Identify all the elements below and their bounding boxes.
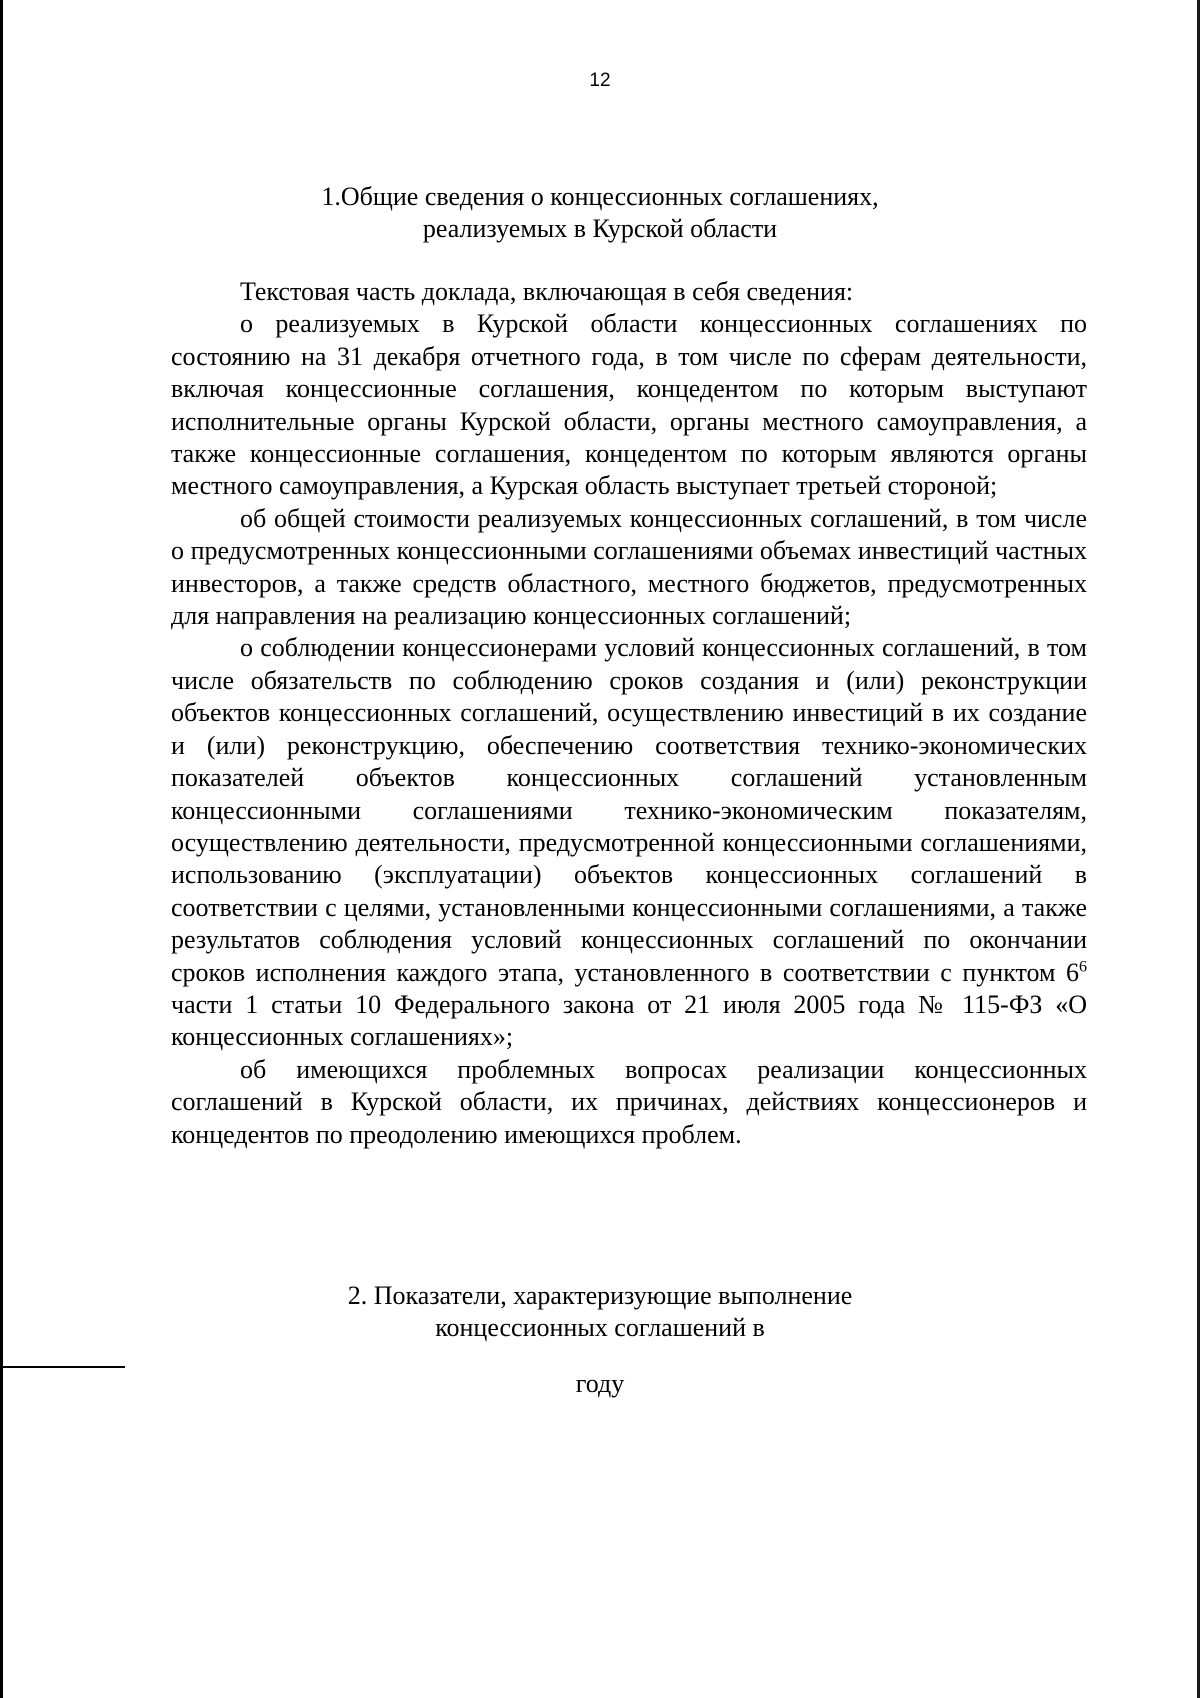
item-paragraph-2: об общей стоимости реализуемых концессионных соглашений, в том числе о предусмотренных концессионными соглашениями объемах инвестиций частных инвесторов, а также средств областного, местного бюджетов, предусмотренных для направления на реализацию концессионных соглашений; <box>171 503 1087 631</box>
item-paragraph-3 <box>171 632 1087 1053</box>
item-paragraph-1: о реализуемых в Курской области концессионных соглашениях по состоянию на 31 декабря отчетного года, в том числе по сферам деятельности, включая концессионные соглашения, концедентом по которым выступают исполнительные органы Курской области, органы местного самоуправления, а также концессионные соглашения, концедентом по которым являются органы местного самоуправления, а Курская область выступает третьей стороной; <box>171 309 1087 501</box>
section-2-heading-line-2-start: концессионных соглашений в <box>435 1313 765 1342</box>
section-1-heading-line-1: 1.Общие сведения о концессионных соглашениях, <box>321 182 879 211</box>
intro-paragraph: Текстовая часть доклада, включающая в себя сведения: <box>240 277 854 306</box>
report-body <box>171 276 1087 1151</box>
item-3-text-after: части 1 статьи 10 Федерального закона от 21 июля 2005 года № 115-ФЗ «О концессионных соглашениях»; <box>171 989 1087 1052</box>
section-2-heading-line-2 <box>0 1312 1200 1400</box>
footnote-superscript: 6 <box>1079 957 1087 975</box>
scan-edge-left <box>0 0 3 1698</box>
section-2-heading <box>0 1280 1200 1400</box>
section-1-heading <box>0 181 1200 245</box>
section-2-heading-line-2-end: году <box>575 1369 625 1398</box>
section-2-heading-line-1: 2. Показатели, характеризующие выполнение <box>347 1281 853 1310</box>
year-blank-underline <box>0 1344 125 1368</box>
item-3-text-before: о соблюдении концессионерами условий концессионных соглашений, в том числе обязательств по соблюдению сроков создания и (или) реконструкции объектов концессионных соглашений, осуществлению инвестиций в их создание и (или) реконструкцию, обеспечению соответствия технико-экономических показателей объектов концессионных соглашений установленным концессионными соглашениями технико-экономическим показателям, осуществлению деятельности, предусмотренной концессионными соглашениями, использованию (эксплуатации) объектов концессионных соглашений в соответствии с целями, установленными концессионными соглашениями, а также результатов соблюдения условий концессионных соглашений по окончании сроков исполнения каждого этапа, установленного в соответствии с пунктом 6 <box>171 633 1087 987</box>
page-number: 12 <box>589 70 611 91</box>
section-1-heading-line-2: реализуемых в Курской области <box>422 214 778 243</box>
item-paragraph-4: об имеющихся проблемных вопросах реализации концессионных соглашений в Курской области, их причинах, действиях концессионеров и концедентов по преодолению имеющихся проблем. <box>171 1054 1087 1149</box>
